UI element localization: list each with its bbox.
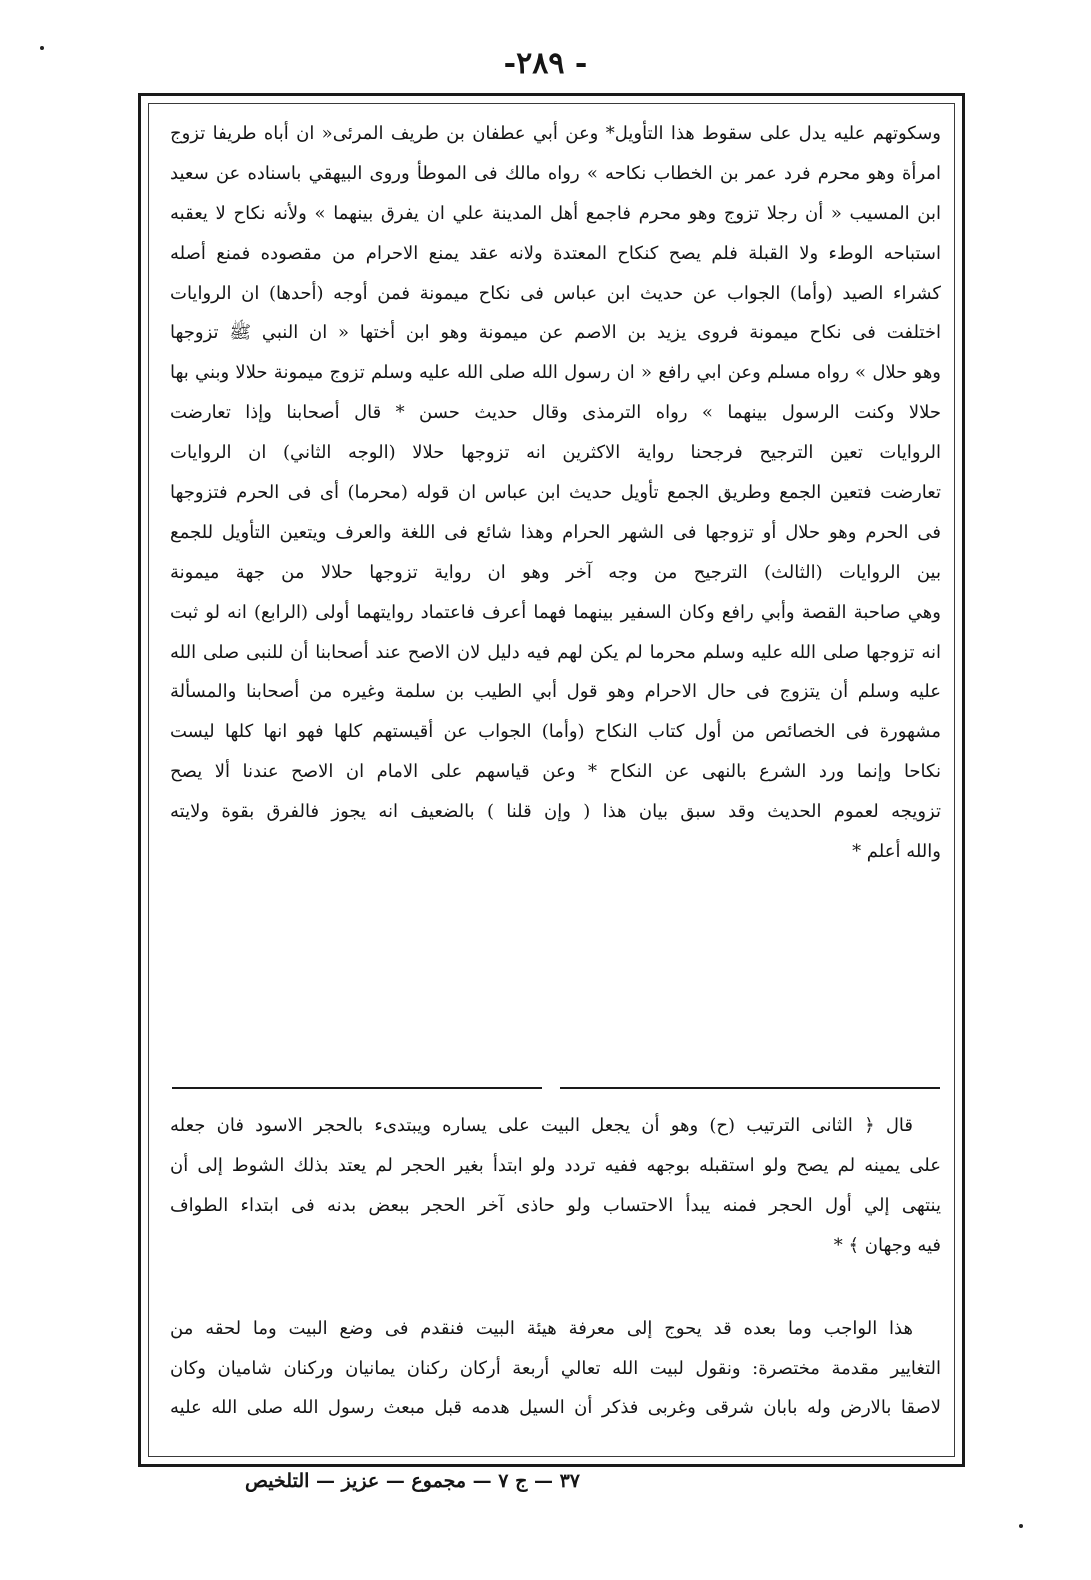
page-number: - ٢٨٩- xyxy=(503,46,588,81)
commentary-explanation-line: لاصقا بالارض وله بابان شرقى وغربى فذكر أن السيل هدمه قبل مبعث رسول الله صلى الله عليه xyxy=(170,1397,941,1419)
commentary-quote-block xyxy=(170,1106,941,1266)
main-text-line: اختلفت فى نكاح ميمونة فروى يزيد بن الاصم عن ميمونة وهو ابن أختها « ان النبي ﷺ تزوجها xyxy=(170,322,941,344)
main-text-line: تزويجه لعموم الحديث وقد سبق بيان هذا ( وإن قلنا ) بالضعيف انه يجوز فالفرق بقوة ولايته xyxy=(170,801,941,823)
main-text-line: استباحه الوطء ولا القبلة فلم يصح كنكاح المعتدة ولانه عقد يمنع الاحرام من مقصوده فمنع أصله xyxy=(170,242,941,264)
section-divider-left xyxy=(172,1087,542,1089)
main-text-line: وهي صاحبة القصة وأبي رافع وكان السفير بينهما فهما أعرف فاعتماد روايتهما أولى (الرابع) انه لو ثبت xyxy=(170,601,941,623)
scan-speck xyxy=(1019,1524,1023,1528)
main-text-line: عليه وسلم أن يتزوج فى حال الاحرام وهو قول أبي الطيب بن سلمة وغيره من أصحابنا والمسألة xyxy=(170,681,941,703)
main-text-line: مشهورة فى الخصائص من أول كتاب النكاح (وأما) الجواب عن أقيستهم كلها فهو انها كلها ليست xyxy=(170,721,941,743)
main-text-line: نكاحا وإنما ورد الشرع بالنهى عن النكاح * وعن قياسهم على الامام ان الاصح عندنا ألا يصح xyxy=(170,761,941,783)
main-text-line: امرأة وهو محرم فرد عمر بن الخطاب نكاحه » رواه مالك فى الموطأ وروى البيهقي باسناده عن سعيد xyxy=(170,162,941,184)
commentary-line: ينتهى إلي أول الحجر فمنه يبدأ الاحتساب ولو حاذى آخر الحجر ببعض بدنه فى ابتداء الطواف xyxy=(170,1195,941,1216)
main-text-line: انه تزوجها صلى الله عليه وسلم محرما لم يكن لهم فيه دليل لان الاصح عند أصحابنا أن للنبى صلى الله xyxy=(170,641,941,663)
section-divider-right xyxy=(560,1087,940,1089)
main-text-line: ابن المسيب « أن رجلا تزوج وهو محرم فاجمع أهل المدينة علي ان يفرق بينهما » ولأنه نكاح لا يعقبه xyxy=(170,202,941,224)
main-text-line: الروايات تعين الترجيح فرجحنا رواية الاكثرين انه تزوجها حلالا (الوجه الثاني) ان الروايات xyxy=(170,442,941,464)
main-text-line: حلالا وكنت الرسول بينهما » رواه الترمذى وقال حديث حسن * قال أصحابنا وإذا تعارضت xyxy=(170,402,941,424)
commentary-line: على يمينه لم يصح ولو استقبله بوجهه ففيه تردد ولو ابتدأ بغير الحجر لم يعتد بذلك الشوط إلى أن xyxy=(170,1155,941,1176)
main-text-line: والله أعلم * xyxy=(852,841,941,863)
scan-speck xyxy=(40,46,44,50)
commentary-line: قال ﴿ الثانى الترتيب (ح) وهو أن يجعل البيت على يساره ويبتدىء بالحجر الاسود فان جعله xyxy=(170,1115,913,1136)
main-text-line: فى الحرم وهو حلال أو تزوجها فى الشهر الحرام وهذا شائع فى اللغة والعرف ويتعين التأويل للجمع xyxy=(170,521,941,543)
main-text-line: تعارضت فتعين الجمع وطريق الجمع تأويل حديث ابن عباس ان قوله (محرما) أى فى الحرم فتزوجها xyxy=(170,482,941,504)
main-text-line: وهو حلال » رواه مسلم وعن ابي رافع « ان رسول الله صلى الله عليه وسلم تزوج ميمونة حلالا وبني بها xyxy=(170,362,941,384)
main-text-line: بين الروايات (الثالث) الترجيح من وجه آخر وهو ان رواية تزوجها حلالا من جهة ميمونة xyxy=(170,561,941,583)
commentary-explanation-line: التغايير مقدمة مختصرة: ونقول لبيت الله تعالي أربعة أركان ركنان يمانيان وركنان شاميان وكان xyxy=(170,1357,941,1379)
printer-signature-mark: ٣٧ — ج ٧ — مجموع — عزيز — التلخيص xyxy=(245,1470,580,1492)
main-text-line: وسكوتهم عليه يدل على سقوط هذا التأويل* وعن أبي عطفان بن طريف المرئى« ان أباه طريفا تزوج xyxy=(170,123,941,144)
main-text-block xyxy=(170,114,941,872)
commentary-explanation-line: هذا الواجب وما بعده قد يحوج إلى معرفة هيئة البيت فنقدم فى وضع البيت وما لحقه من xyxy=(170,1318,913,1339)
commentary-line: فيه وجهان ﴾ * xyxy=(833,1235,941,1256)
commentary-explanation-block xyxy=(170,1309,941,1428)
main-text-line: كشراء الصيد (وأما) الجواب عن حديث ابن عباس فى نكاح ميمونة فمن أوجه (أحدها) ان الروايات xyxy=(170,282,941,304)
